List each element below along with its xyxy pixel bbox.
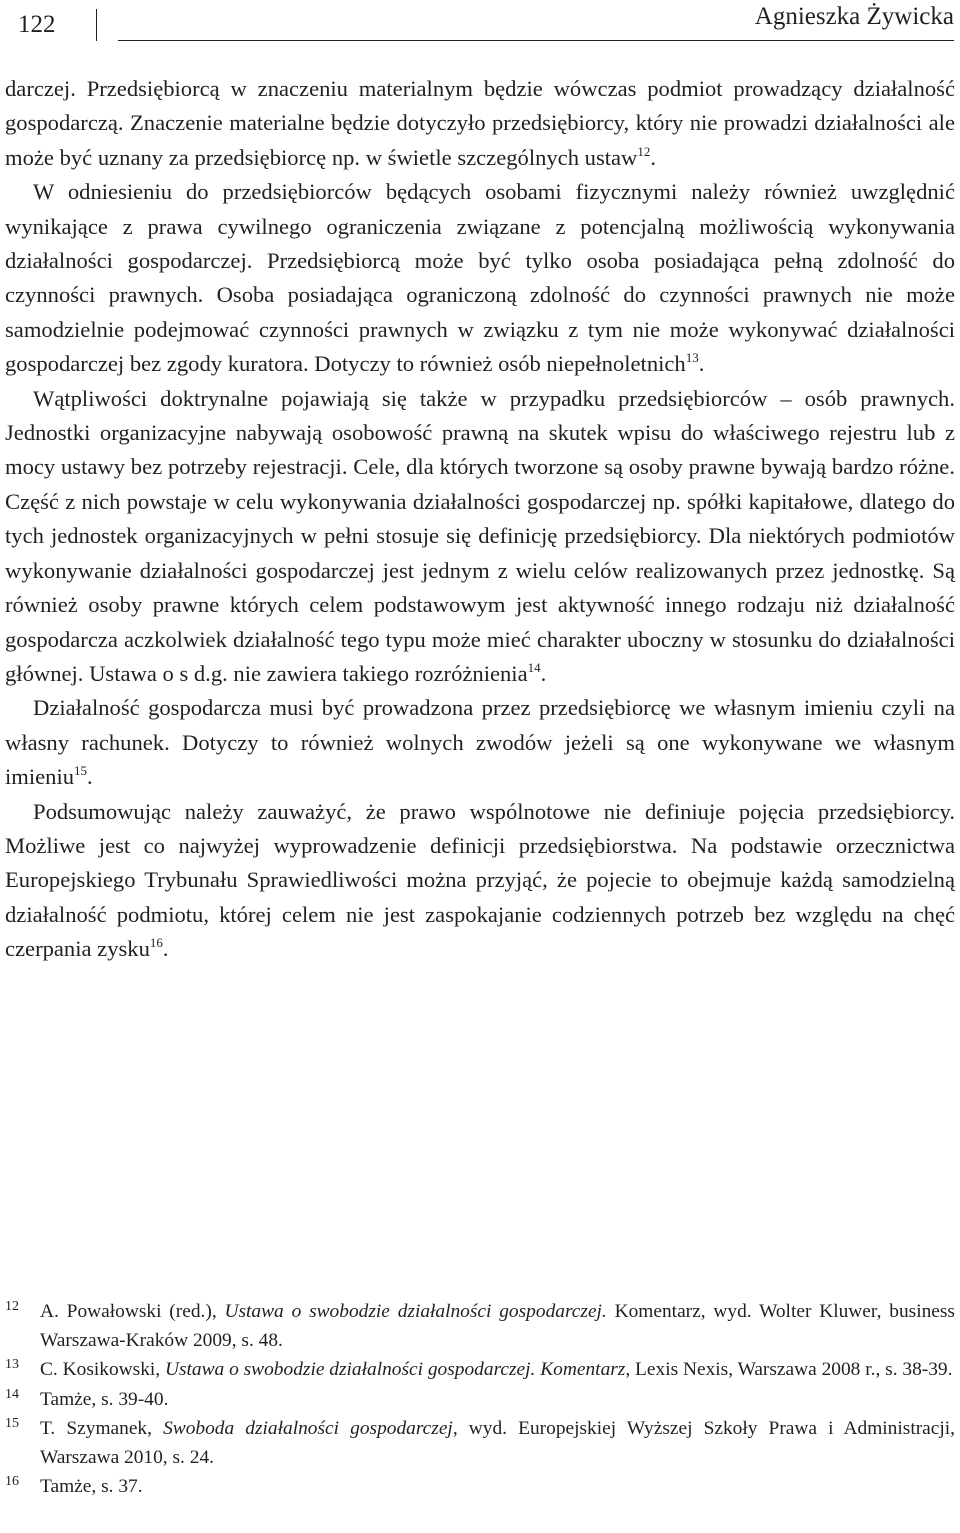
footnote	[5, 1297, 955, 1355]
paragraph-text: Wątpliwości doktrynalne pojawiają się także w przypadku przedsiębiorców – osób prawnych. Jednostki organizacyjne nabywają osobowość prawną na skutek wpisu do właściwego rejestru lub z mocy ustawy bez potrzeby rejestracji. Cele, dla których tworzone są osoby prawne bywają bardzo różne. Część z nich powstaje w celu wykonywania działalności gospodarczej np. spółki kapitałowe, dlatego do tych jednostek organizacyjnych w pełni stosuje się definicję przedsiębiorcy. Dla niektórych podmiotów wykonywanie działalności gospodarczej jest jednym z wielu celów realizowanych przez jednostkę. Są również osoby prawne których celem podstawowym jest aktywność innego rodzaju niż działalność gospodarcza aczkolwiek działalność tego typu może mieć charakter uboczny w stosunku do działalności głównej. Ustawa o s d.g. nie zawiera takiego rozróżnienia	[5, 385, 955, 686]
footnote-text-before: T. Szymanek,	[40, 1417, 164, 1439]
paragraph-text: W odniesieniu do przedsiębiorców będących osobami fizycznymi należy również uwzględnić wynikające z prawa cywilnego ograniczenia związane z potencjalną możliwością wykonywania działalności gospodarczej. Przedsiębiorcą może być tylko osoba posiadająca pełną zdolność do czynności prawnych. Osoba posiadająca ograniczoną zdolność do czynności prawnych nie może samodzielnie podejmować czynności prawnych w związku z tym nie może wykonywać działalności gospodarczej bez zgody kuratora. Dotyczy to również osób niepełnoletnich	[5, 179, 955, 377]
paragraph-text: Działalność gospodarcza musi być prowadzona przez przedsiębiorcę we własnym imieniu czyli na własny rachunek. Dotyczy to również wolnych zwodów jeżeli są one wykonywane we własnym imieniu	[5, 695, 955, 790]
footnote-text-after: Komentarz, wyd. Wolter Kluwer, business Warszawa-Kraków 2009, s. 48.	[40, 1301, 955, 1352]
page-number: 122	[18, 11, 56, 38]
page-header	[0, 0, 960, 46]
footnote-text-after: , wyd. Europejskiej Wyższej Szkoły Prawa i Administracji, Warszawa 2010, s. 24.	[40, 1417, 955, 1469]
paragraph-tail: .	[698, 351, 705, 377]
paragraph-tail: .	[650, 144, 657, 170]
footnote-text	[40, 1297, 955, 1355]
footnote	[5, 1355, 955, 1384]
paragraph	[5, 691, 955, 794]
footnote-text-after: , Lexis Nexis, Warszawa 2008 r., s. 38-39.	[625, 1359, 953, 1381]
footnote-text-before: C. Kosikowski,	[40, 1359, 165, 1381]
footnote-number: 14	[5, 1386, 19, 1402]
footnote-title: Ustawa o swobodzie działalności gospodarczej.	[224, 1301, 607, 1322]
footnote-ref[interactable]: 13	[685, 350, 699, 366]
paragraph	[5, 795, 955, 967]
footnote-text	[40, 1385, 955, 1414]
paragraph-text: Podsumowując należy zauważyć, że prawo wspólnotowe nie definiuje pojęcia przedsiębiorcy. Możliwe jest co najwyżej wyprowadzenie definicji przedsiębiorstwa. Na podstawie orzecznictwa Europejskiego Trybunału Sprawiedliwości można przyjąć, że pojecie to obejmuje każdą samodzielną działalność podmiotu, której celem nie jest zaspokajanie codziennych potrzeb bez względu na chęć czerpania zysku	[5, 798, 955, 962]
footnote-text-before: A. Powałowski (red.),	[40, 1301, 225, 1322]
footnote-number: 12	[5, 1299, 19, 1314]
footnotes	[5, 1297, 955, 1501]
footnote	[5, 1414, 955, 1472]
footnote-ref[interactable]: 16	[149, 935, 163, 951]
footnote-ref[interactable]: 12	[637, 143, 651, 159]
body-text	[5, 72, 955, 967]
footnote-number: 13	[5, 1357, 19, 1373]
paragraph	[5, 175, 955, 381]
paragraph-text: darczej. Przedsiębiorcą w znaczeniu materialnym będzie wówczas podmiot prowadzący działalność gospodarczą. Znaczenie materialne będzie dotyczyło przedsiębiorcy, który nie prowadzi działalności ale może być uznany za przedsiębiorcę np. w świetle szczególnych ustaw	[5, 76, 955, 170]
footnote-ref[interactable]: 14	[527, 659, 541, 675]
footnote-number: 16	[5, 1474, 19, 1490]
footnote-title: Ustawa o swobodzie działalności gospodarczej. Komentarz	[164, 1359, 626, 1381]
running-head-author: Agnieszka Żywicka	[754, 3, 954, 30]
footnote-text	[40, 1472, 955, 1501]
footnote-number: 15	[5, 1415, 19, 1431]
footnote-text-before: Tamże, s. 37.	[40, 1476, 143, 1498]
footnote-text	[40, 1355, 955, 1384]
paragraph-continued	[5, 72, 955, 175]
footnote	[5, 1472, 955, 1501]
paragraph-tail: .	[162, 936, 169, 962]
footnote-text-before: Tamże, s. 39-40.	[40, 1388, 169, 1410]
footnote-ref[interactable]: 15	[74, 763, 88, 779]
header-separator	[96, 9, 97, 41]
footnote-title: Swoboda działalności gospodarczej	[163, 1417, 453, 1439]
header-rule	[118, 40, 954, 41]
footnote-text	[40, 1414, 955, 1472]
paragraph-tail: .	[540, 660, 547, 686]
paragraph	[5, 382, 955, 692]
paragraph-tail: .	[87, 764, 93, 790]
footnote	[5, 1385, 955, 1414]
